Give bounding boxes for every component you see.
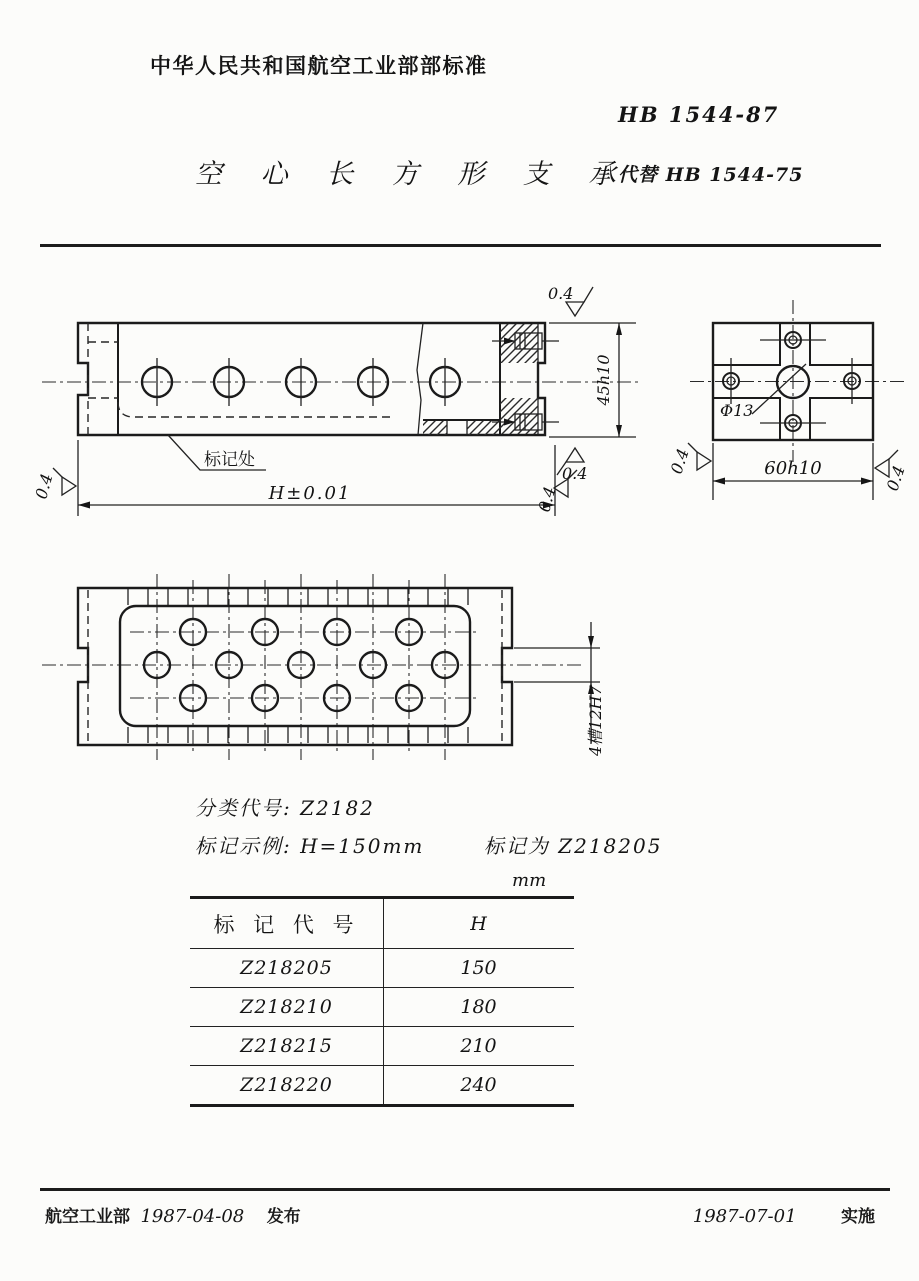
table-row	[190, 948, 574, 987]
surface-finish-icon	[53, 468, 76, 495]
footer-issue-info	[45, 1202, 301, 1227]
finish-value-right: 0.4	[534, 484, 560, 515]
length-dimension: H±0.01	[268, 483, 352, 504]
h-cell: 240	[460, 1074, 497, 1096]
issue-word: 发布	[266, 1207, 301, 1226]
h-cell: 210	[460, 1035, 497, 1057]
finish-value-top: 0.4	[548, 284, 574, 303]
unit-label: mm	[512, 870, 547, 891]
table-row	[190, 987, 574, 1026]
surface-finish-icon	[688, 443, 711, 470]
implementation-date: 1987-07-01	[692, 1206, 797, 1227]
code-cell: Z218210	[190, 988, 384, 1026]
document-title: 空 心 长 方 形 支 承	[195, 159, 631, 190]
h-cell: 180	[460, 996, 497, 1018]
finish-value-left: 0.4	[666, 446, 693, 477]
front-view	[32, 284, 640, 516]
h-cell: 150	[460, 957, 497, 979]
code-cell: Z218205	[190, 949, 384, 987]
implementation-word: 实施	[841, 1207, 875, 1226]
code-cell: Z218215	[190, 1027, 384, 1065]
replaces-note: 代替 HB 1544-75	[618, 164, 804, 186]
end-view	[667, 300, 909, 500]
marking-place-label: 标记处	[204, 450, 255, 470]
classification-code-note: 分类代号: Z2182	[195, 796, 375, 820]
hole-diameter: Φ13	[720, 401, 754, 420]
finish-value-bottom: 0.4	[562, 464, 588, 483]
table-header-row	[190, 899, 574, 948]
rim-ticks	[128, 589, 468, 743]
footer-implementation-info	[693, 1202, 875, 1227]
slot-dimension: 4槽12H7	[586, 685, 605, 756]
column-header-h: H	[470, 912, 487, 935]
header-title: 中华人民共和国航空工业部部标准	[150, 55, 488, 78]
footer-divider	[40, 1188, 890, 1191]
code-cell: Z218220	[190, 1066, 384, 1104]
marking-example-value: 标记为 Z218205	[483, 834, 663, 858]
finish-value-right: 0.4	[882, 463, 909, 494]
finish-value-left: 0.4	[31, 471, 57, 502]
table-row	[190, 1026, 574, 1065]
column-header-code: 标 记 代 号	[190, 899, 384, 948]
top-view	[42, 574, 605, 760]
issue-date: 1987-04-08	[140, 1206, 245, 1227]
standard-number: HB 1544-87	[618, 102, 780, 127]
marking-example-note: 标记示例: H=150mm	[195, 834, 425, 858]
table-row	[190, 1065, 574, 1104]
width-dimension: 60h10	[764, 458, 822, 479]
size-table	[190, 896, 574, 1107]
issuing-agency: 航空工业部	[45, 1207, 130, 1226]
height-dimension: 45h10	[594, 354, 613, 406]
